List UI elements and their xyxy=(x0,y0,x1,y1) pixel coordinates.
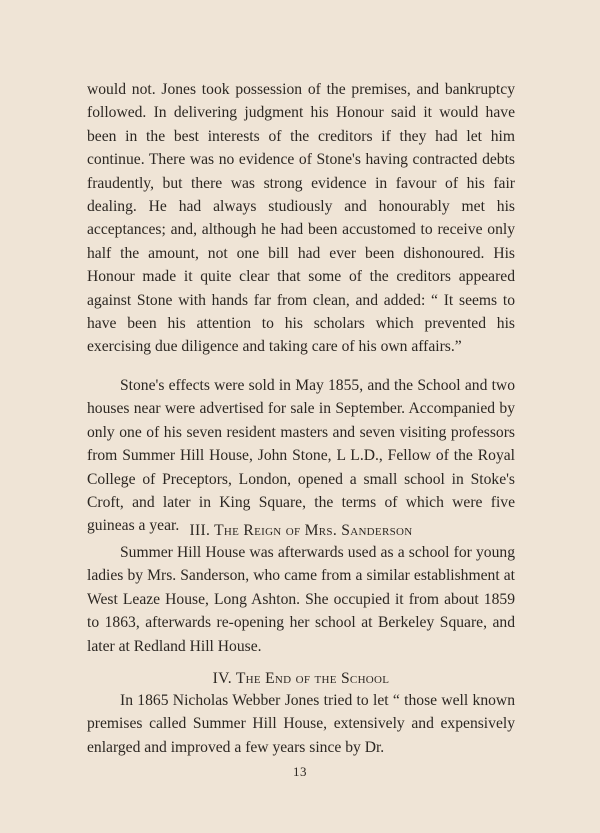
paragraph-text: In 1865 Nicholas Webber Jones tried to let “ those well known premises called Summer Hill House, extensively and expensively enlarged and improved a few years since by Dr. xyxy=(87,692,515,756)
paragraph-mrs-sanderson-school xyxy=(87,541,515,658)
section-heading-end-of-the-school: IV. The End of the School xyxy=(212,670,390,687)
paragraph-stone-effects-sold xyxy=(87,374,515,538)
paragraph-text: Summer Hill House was afterwards used as a school for young ladies by Mrs. Sanderson, who came from a similar establishment at West Leaze House, Long Ashton. She occupied it from about 1859 to 1863, afterwards re-opening her school at Berkeley Square, and later at Redland Hill House. xyxy=(87,544,515,655)
paragraph-jones-tried-to-let xyxy=(87,689,515,759)
paragraph-bankruptcy-judgment xyxy=(87,78,515,359)
paragraph-text: Stone's effects were sold in May 1855, and the School and two houses near were advertised for sale in September. Accompanied by only one of his seven resident masters and seven visiting professors from Summer Hill House, John Stone, L L.D., Fellow of the Royal College of Preceptors, London, opened a small school in Stoke's Croft, and later in King Square, the terms of which were five guineas a year. xyxy=(87,377,515,535)
page-number: 13 xyxy=(293,764,307,779)
section-heading-reign-of-mrs-sanderson: III. The Reign of Mrs. Sanderson xyxy=(189,522,413,539)
paragraph-text: would not. Jones took possession of the premises, and bankruptcy followed. In delivering judgment his Honour said it would have been in the best interests of the creditors if they had let him continue. There was no evidence of Stone's having contracted debts fraudently, but there was strong evidence in favour of his fair dealing. He had always studiously and honourably met his acceptances; and, although he had been accustomed to receive only half the amount, not one bill had ever been dishonoured. His Honour made it quite clear that some of the creditors appeared against Stone with hands far from clean, and added: “ It seems to have been his attention to his scholars which prevented his exercising due diligence and taking care of his own affairs.” xyxy=(87,81,515,356)
